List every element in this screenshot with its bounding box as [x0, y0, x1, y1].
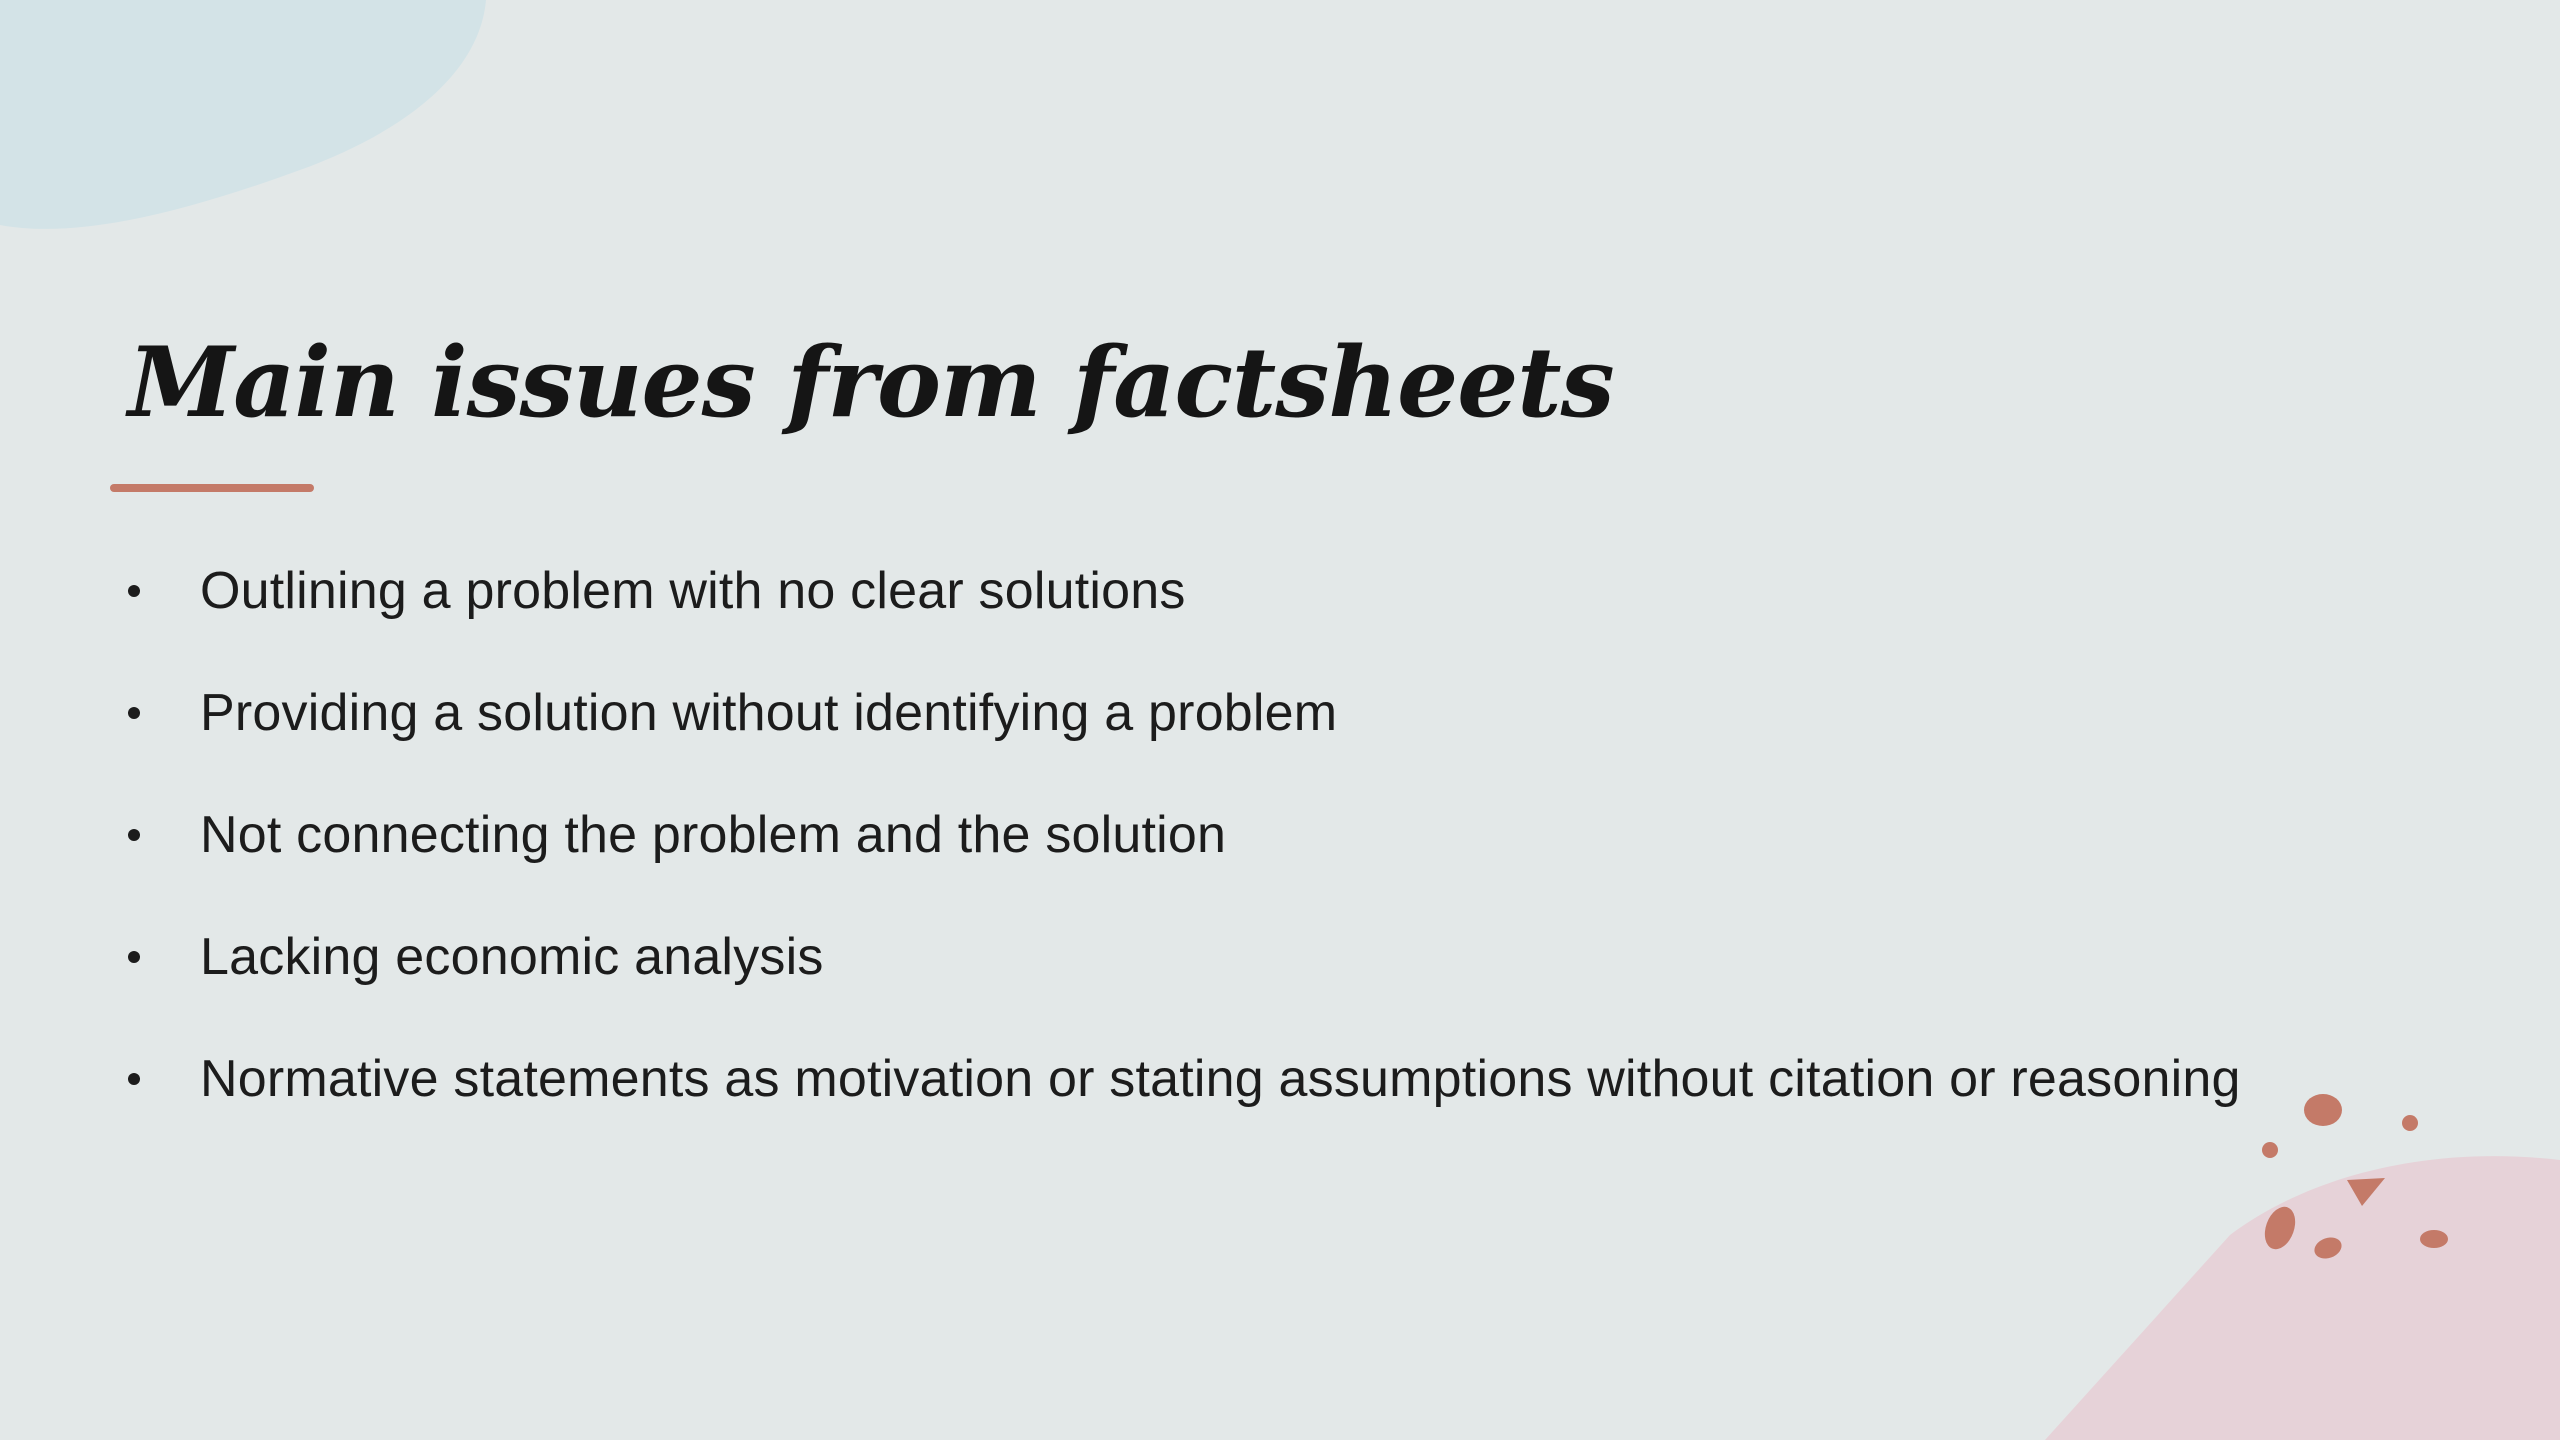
slide-title: Main issues from factsheets	[128, 326, 1614, 439]
bullet-dot-icon	[128, 707, 140, 719]
bullet-text: Normative statements as motivation or stating assumptions without citation or reasoning	[200, 1050, 2241, 1108]
bullet-dot-icon	[128, 951, 140, 963]
list-item	[128, 1018, 2241, 1140]
bullet-text: Outlining a problem with no clear solutions	[200, 562, 1186, 620]
list-item	[128, 896, 2241, 1018]
bullet-list	[128, 530, 2241, 1140]
bullet-dot-icon	[128, 829, 140, 841]
bullet-text: Lacking economic analysis	[200, 928, 824, 986]
list-item	[128, 530, 2241, 652]
bullet-dot-icon	[128, 1073, 140, 1085]
blue-blob-top-left	[0, 0, 486, 229]
list-item	[128, 774, 2241, 896]
list-item	[128, 652, 2241, 774]
pink-blob-bottom-right	[2045, 1156, 2560, 1440]
title-accent-underline	[110, 484, 314, 492]
bullet-text: Not connecting the problem and the solution	[200, 806, 1227, 864]
bullet-text: Providing a solution without identifying a problem	[200, 684, 1338, 742]
bullet-dot-icon	[128, 585, 140, 597]
